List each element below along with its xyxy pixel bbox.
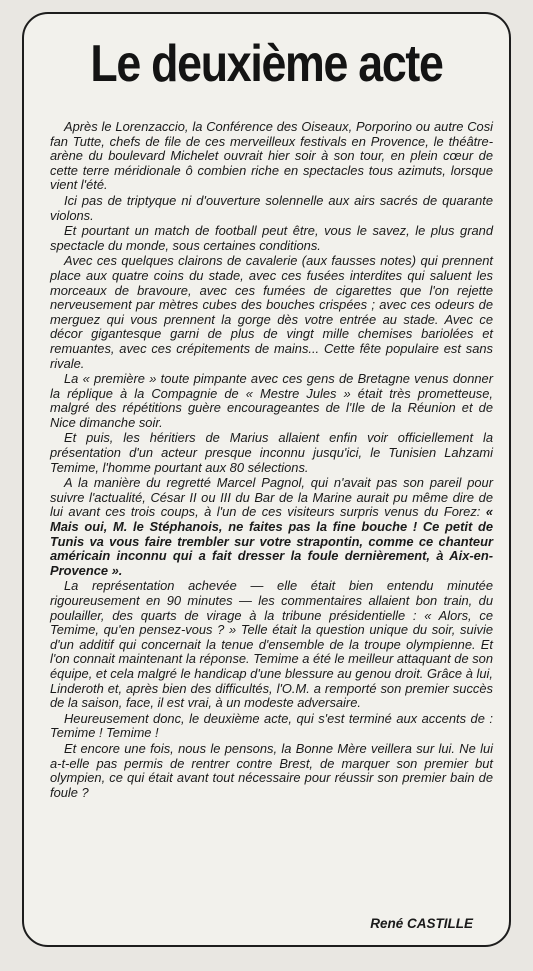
paragraph: Et pourtant un match de football peut être, vous le savez, le plus grand spectacle du monde, sous certaines conditions. — [50, 223, 493, 253]
paragraph: Et puis, les héritiers de Marius allaient enfin voir officiellement la présentation d'un acteur presque inconnu jusqu'ici, le Tunisien Lahzami Temime, l'homme pourtant aux 80 sélections. — [50, 430, 493, 475]
paragraph — [50, 476, 493, 578]
article-body — [50, 120, 493, 801]
paragraph: Et encore une fois, nous le pensons, la Bonne Mère veillera sur lui. Ne lui a-t-elle pas permis de rentrer contre Brest, de marquer son premier but olympien, ce qui était avant tout nécessaire pour réussir son premier bain de foule ? — [50, 740, 493, 800]
headline: Le deuxième acte — [90, 35, 443, 93]
paragraph: Ici pas de triptyque ni d'ouverture solennelle aux airs sacrés de quarante violons. — [50, 192, 493, 223]
newspaper-clipping — [22, 12, 511, 947]
paragraph: La représentation achevée — elle était bien entendu minutée rigoureusement en 90 minutes — les commentaires allaient bon train, du poulailler, des quarts de virage à la tribune présidentielle : « Alors, ce Temime, qu'en pensez-vous ? » Telle était la question unique du soir, suivie d'un additif qui concernait la tenue d'ensemble de la troupe olympienne. Et l'on connait maintenant la réponse. Temime a été le meilleur attaquant de son équipe, et cela malgré le handicap d'une blessure au genou droit. Grâce à lui, Linderoth et, après bien des difficultés, l'O.M. a remporté son premier succès de la saison, face, il est vrai, à un modeste adversaire. — [50, 578, 493, 711]
paragraph: Avec ces quelques clairons de cavalerie (aux fausses notes) qui prennent place aux quatre coins du stade, avec ces fusées interdites qui saluent les morceaux de bravoure, avec ces fumées de cigarettes que l'on rejette nerveusement par mètres cubes des bouches crispées ; avec ces odeurs de merguez qui vous prennent la gorge dès votre entrée au stade. Avec ce décor gigantesque garni de plus de vingt mille chemises bariolées et remuantes, avec ces crépitements de mains... Cette fête populaire est sans rivale. — [50, 253, 493, 371]
paragraph: Après le Lorenzaccio, la Conférence des Oiseaux, Porporino ou autre Cosi fan Tutte, chefs de file de ces merveilleux festivals en Provence, le théâtre-arène du boulevard Michelet ouvrait hier soir à son tour, en plein cœur de cette terre méridionale ô combien riche en spectacles tous azimuts, lorsque vient l'été. — [50, 119, 493, 193]
paragraph: Heureusement donc, le deuxième acte, qui s'est terminé aux accents de : Temime ! Temime ! — [50, 710, 493, 741]
paragraph-lead: A la manière du regretté Marcel Pagnol, qui n'avait pas son pareil pour suivre l'actualité, César II ou III du Bar de la Marine aurait pu même dire de lui avant ces trois coups, à l'un de ces visiteurs surpris venus du Forez: — [50, 475, 493, 520]
author-signature: René CASTILLE — [370, 916, 473, 931]
paragraph: La « première » toute pimpante avec ces gens de Bretagne venus donner la réplique à la Compagnie de « Mestre Jules » était très prometteuse, malgré des répétitions guère encourageantes de l'Ile de la Réunion et de Nice dimanche soir. — [50, 371, 493, 430]
bold-quote: « Mais oui, M. le Stéphanois, ne faites pas la fine bouche ! Ce petit de Tunis va vous faire trembler sur votre strapontin, comme ce chanteur américain inconnu qui a fait dresser la foule dernièrement, à Aix-en-Provence ». — [50, 504, 493, 578]
